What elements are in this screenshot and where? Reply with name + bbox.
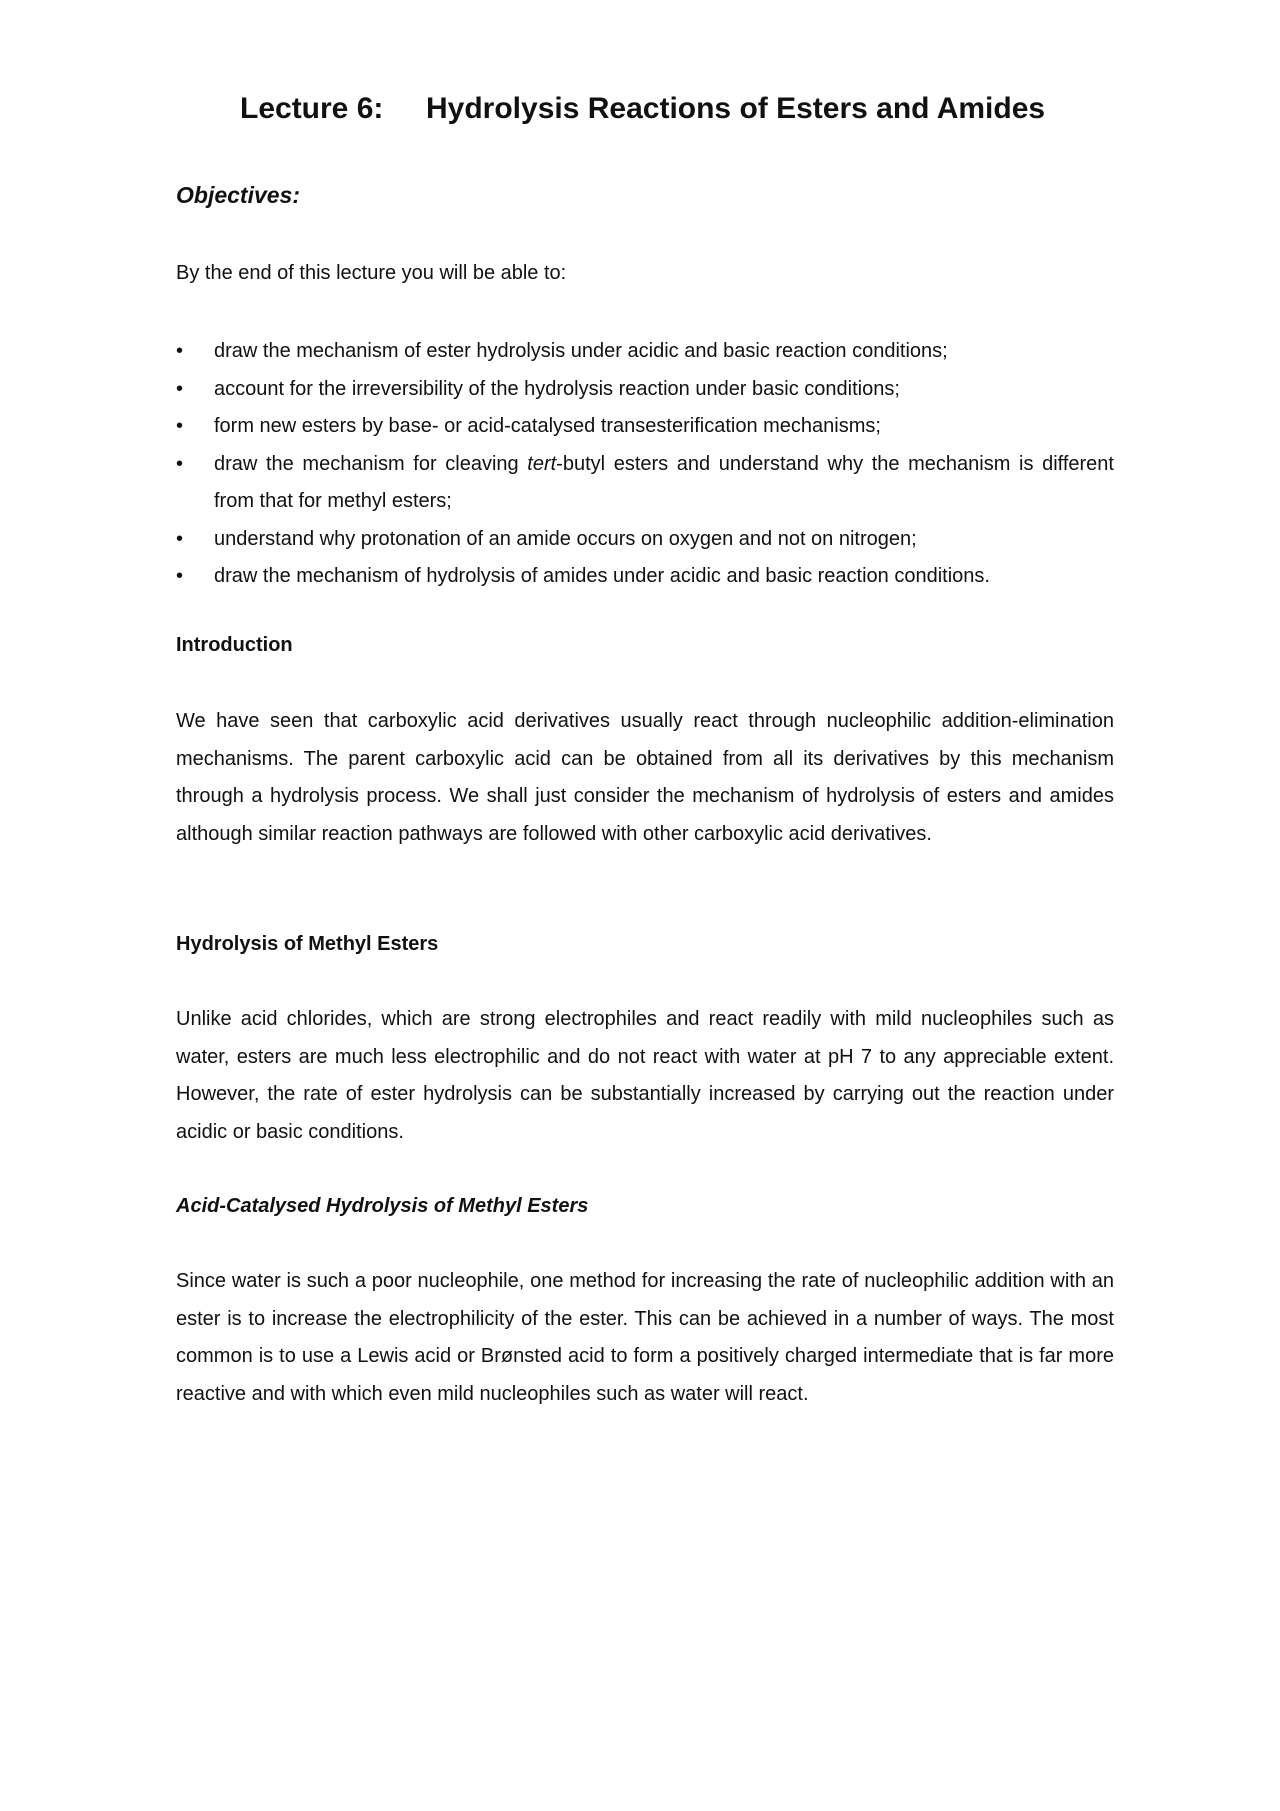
methyl-esters-paragraph: Unlike acid chlorides, which are strong electrophiles and react readily with mild nucleophiles such as water, esters are much less electrophilic and do not react with water at pH 7 to any appreciable extent. However, the rate of ester hydrolysis can be substantially increased by carrying out the reaction under acidic or basic conditions. bbox=[176, 1008, 1114, 1143]
objectives-heading: Objectives: bbox=[176, 182, 300, 208]
bullet-icon: • bbox=[176, 527, 184, 550]
objective-text: draw the mechanism of ester hydrolysis under acidic and basic reaction conditions; bbox=[214, 340, 948, 362]
list-item bbox=[176, 371, 1114, 409]
bullet-icon: • bbox=[176, 415, 184, 437]
lecture-title: Hydrolysis Reactions of Esters and Amides bbox=[426, 92, 1046, 125]
lecture-number: Lecture 6: bbox=[240, 92, 384, 125]
bullet-icon: • bbox=[176, 452, 184, 475]
objective-text-before: draw the mechanism for cleaving bbox=[214, 452, 528, 475]
list-item bbox=[176, 408, 1114, 446]
objective-text: form new esters by base- or acid-catalysed transesterification mechanisms; bbox=[214, 415, 881, 437]
bullet-icon: • bbox=[176, 377, 184, 400]
objectives-intro: By the end of this lecture you will be able to: bbox=[176, 262, 567, 284]
objective-text-italic: tert bbox=[527, 452, 557, 475]
introduction-heading: Introduction bbox=[176, 634, 293, 656]
objective-text-after: -butyl esters and understand why the mechanism is different from that for methyl esters; bbox=[214, 452, 1114, 512]
objective-text: draw the mechanism of hydrolysis of amides under acidic and basic reaction conditions. bbox=[214, 565, 990, 587]
list-item bbox=[176, 333, 1114, 371]
objective-text: account for the irreversibility of the hydrolysis reaction under basic conditions; bbox=[214, 377, 900, 400]
list-item bbox=[176, 558, 1114, 596]
acid-catalysed-paragraph: Since water is such a poor nucleophile, one method for increasing the rate of nucleophilic addition with an ester is to increase the electrophilicity of the ester. This can be achieved in a number of ways. The most common is to use a Lewis acid or Brønsted acid to form a positively charged intermediate that is far more reactive and with which even mild nucleophiles such as water will react. bbox=[176, 1270, 1114, 1405]
bullet-icon: • bbox=[176, 340, 184, 362]
objectives-list bbox=[176, 333, 1114, 596]
objective-text: understand why protonation of an amide occurs on oxygen and not on nitrogen; bbox=[214, 527, 917, 550]
methyl-esters-heading: Hydrolysis of Methyl Esters bbox=[176, 933, 439, 955]
bullet-icon: • bbox=[176, 565, 184, 587]
list-item bbox=[176, 521, 1114, 559]
introduction-paragraph: We have seen that carboxylic acid derivatives usually react through nucleophilic addition-elimination mechanisms. The parent carboxylic acid can be obtained from all its derivatives by this mechanism through a hydrolysis process. We shall just consider the mechanism of hydrolysis of esters and amides although similar reaction pathways are followed with other carboxylic acid derivatives. bbox=[176, 710, 1114, 845]
list-item bbox=[176, 446, 1114, 521]
acid-catalysed-heading: Acid-Catalysed Hydrolysis of Methyl Esters bbox=[176, 1195, 589, 1217]
